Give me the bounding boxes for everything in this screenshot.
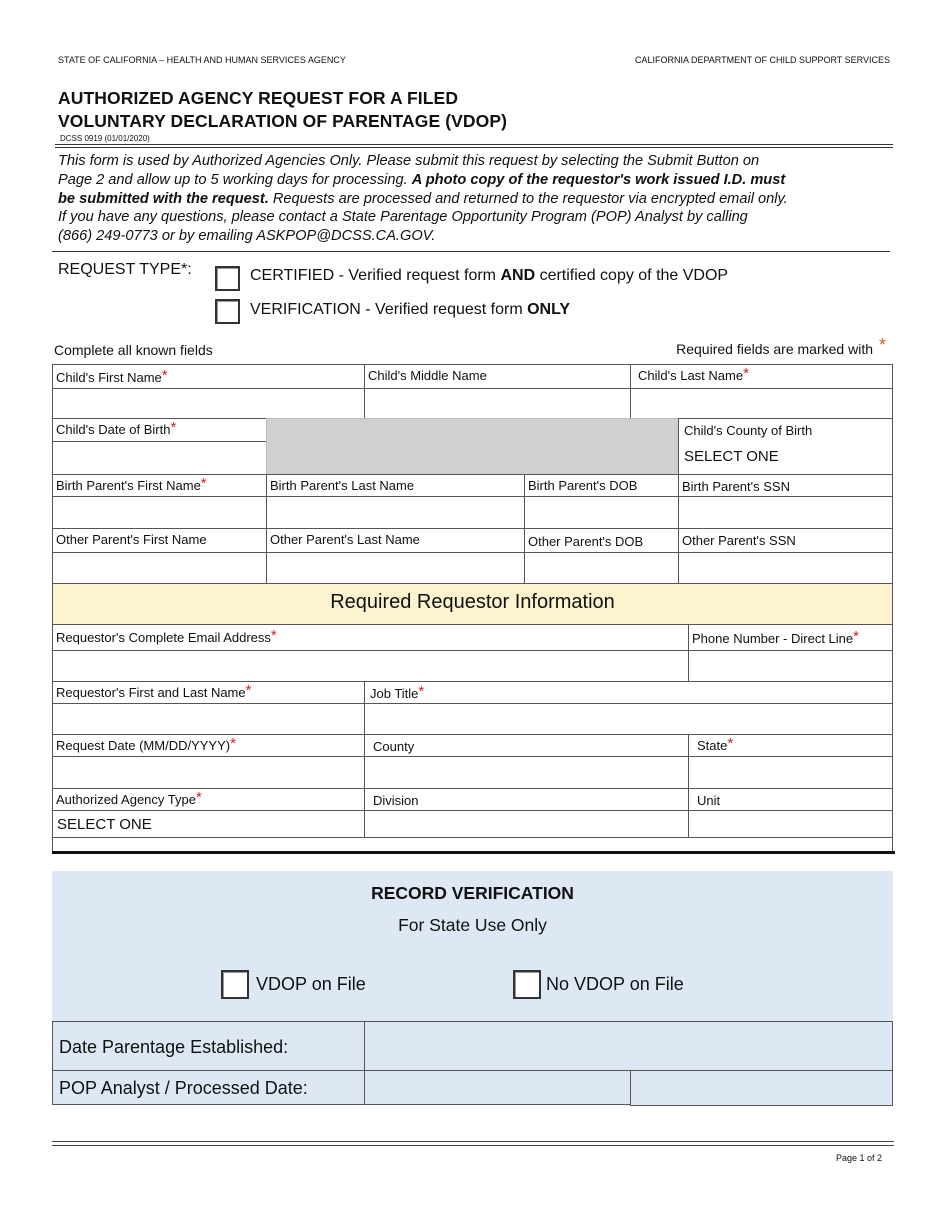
certified-checkbox[interactable] xyxy=(215,266,240,291)
child-dob-input[interactable] xyxy=(52,441,267,475)
request-type-label: REQUEST TYPE*: xyxy=(58,261,192,278)
unit-label-cell: Unit xyxy=(688,788,893,811)
state-label-cell: State* xyxy=(688,734,893,757)
requestor-email-input[interactable] xyxy=(52,650,689,682)
child-middle-name-label-cell: Child's Middle Name xyxy=(364,364,631,389)
agency-left: STATE OF CALIFORNIA – HEALTH AND HUMAN SERVICES AGENCY xyxy=(58,55,346,65)
other-parent-ssn-label-cell: Other Parent's SSN xyxy=(678,528,893,553)
other-parent-dob-label-cell: Other Parent's DOB xyxy=(524,528,679,553)
no-vdop-on-file-label: No VDOP on File xyxy=(546,974,684,994)
birth-parent-dob-label-cell: Birth Parent's DOB xyxy=(524,474,679,497)
pop-analyst-label-cell: POP Analyst / Processed Date: xyxy=(52,1070,365,1105)
birth-parent-first-input[interactable] xyxy=(52,496,267,529)
division-label-cell: Division xyxy=(364,788,689,811)
child-dob-label-cell: Child's Date of Birth* xyxy=(52,418,267,442)
instructions-line1: This form is used by Authorized Agencies Only. Please submit this request by selecting the Submit Button on xyxy=(58,153,760,169)
required-fields-note: Required fields are marked with xyxy=(676,341,873,357)
state-use-only-subtitle: For State Use Only xyxy=(398,915,547,935)
spacer-row xyxy=(52,837,893,852)
child-last-name-input[interactable] xyxy=(630,388,893,419)
agency-type-label-cell: Authorized Agency Type* xyxy=(52,788,365,811)
birth-parent-first-label-cell: Birth Parent's First Name* xyxy=(52,474,267,497)
job-title-input[interactable] xyxy=(364,703,893,735)
birth-parent-last-label-cell: Birth Parent's Last Name xyxy=(266,474,525,497)
job-title-label-cell: Job Title* xyxy=(364,681,893,704)
request-date-label-cell: Request Date (MM/DD/YYYY)* xyxy=(52,734,365,757)
other-parent-dob-input[interactable] xyxy=(524,552,679,584)
requestor-name-label-cell: Requestor's First and Last Name* xyxy=(52,681,365,704)
requestor-name-input[interactable] xyxy=(52,703,365,735)
form-title-line1: AUTHORIZED AGENCY REQUEST FOR A FILED xyxy=(58,88,459,108)
birth-parent-ssn-label-cell: Birth Parent's SSN xyxy=(678,474,893,497)
required-star: * xyxy=(879,335,887,355)
instructions-line2: Page 2 and allow up to 5 working days for processing. A photo copy of the requestor's work issued I.D. must xyxy=(58,172,786,188)
date-established-input[interactable] xyxy=(364,1021,893,1071)
other-parent-ssn-input[interactable] xyxy=(678,552,893,584)
gray-blank-area xyxy=(266,418,679,475)
other-parent-last-label-cell: Other Parent's Last Name xyxy=(266,528,525,553)
instructions-divider xyxy=(52,251,890,252)
other-parent-first-input[interactable] xyxy=(52,552,267,584)
form-title-line2: VOLUNTARY DECLARATION OF PARENTAGE (VDOP) xyxy=(58,111,508,131)
vdop-on-file-label: VDOP on File xyxy=(256,974,366,994)
county-input[interactable] xyxy=(364,756,689,789)
form-number: DCSS 0919 (01/01/2020) xyxy=(60,134,150,143)
other-parent-first-label-cell: Other Parent's First Name xyxy=(52,528,267,553)
requestor-section-heading: Required Requestor Information xyxy=(52,583,893,625)
no-vdop-on-file-checkbox[interactable] xyxy=(513,970,541,999)
complete-fields-note: Complete all known fields xyxy=(54,342,213,358)
requestor-phone-label-cell: Phone Number - Direct Line* xyxy=(688,624,893,651)
agency-type-select[interactable]: SELECT ONE xyxy=(52,810,365,838)
certified-label: CERTIFIED - Verified request form AND certified copy of the VDOP xyxy=(250,267,729,284)
processed-date-input[interactable] xyxy=(630,1070,893,1106)
vdop-on-file-checkbox[interactable] xyxy=(221,970,249,999)
unit-input[interactable] xyxy=(688,810,893,838)
birth-parent-ssn-input[interactable] xyxy=(678,496,893,529)
child-last-name-label-cell: Child's Last Name* xyxy=(630,364,893,389)
child-first-name-input[interactable] xyxy=(52,388,365,419)
agency-right: CALIFORNIA DEPARTMENT OF CHILD SUPPORT SERVICES xyxy=(634,55,890,65)
instructions-line4: If you have any questions, please contact a State Parentage Opportunity Program (POP) Analyst by calling xyxy=(58,209,748,225)
county-label-cell: County xyxy=(364,734,689,757)
other-parent-last-input[interactable] xyxy=(266,552,525,584)
verification-label: VERIFICATION - Verified request form ONLY xyxy=(250,301,571,318)
page-number: Page 1 of 2 xyxy=(835,1153,882,1163)
instructions-line3: be submitted with the request. Requests are processed and returned to the requestor via encrypted email only. xyxy=(58,191,788,207)
child-county-select[interactable]: Child's County of Birth SELECT ONE xyxy=(678,418,893,475)
birth-parent-last-input[interactable] xyxy=(266,496,525,529)
section-thick-divider xyxy=(52,851,895,854)
footer-divider xyxy=(52,1141,894,1146)
pop-analyst-input[interactable] xyxy=(364,1070,631,1105)
record-verification-title: RECORD VERIFICATION xyxy=(371,883,574,903)
date-established-label-cell: Date Parentage Established: xyxy=(52,1021,365,1071)
division-input[interactable] xyxy=(364,810,689,838)
child-middle-name-input[interactable] xyxy=(364,388,631,419)
child-first-name-label-cell: Child's First Name* xyxy=(52,364,365,389)
title-divider xyxy=(55,144,893,148)
instructions-line5: (866) 249-0773 or by emailing ASKPOP@DCSS.CA.GOV. xyxy=(58,228,436,244)
verification-checkbox[interactable] xyxy=(215,299,240,324)
birth-parent-dob-input[interactable] xyxy=(524,496,679,529)
request-date-input[interactable] xyxy=(52,756,365,789)
requestor-phone-input[interactable] xyxy=(688,650,893,682)
state-input[interactable] xyxy=(688,756,893,789)
requestor-email-label-cell: Requestor's Complete Email Address* xyxy=(52,624,689,651)
